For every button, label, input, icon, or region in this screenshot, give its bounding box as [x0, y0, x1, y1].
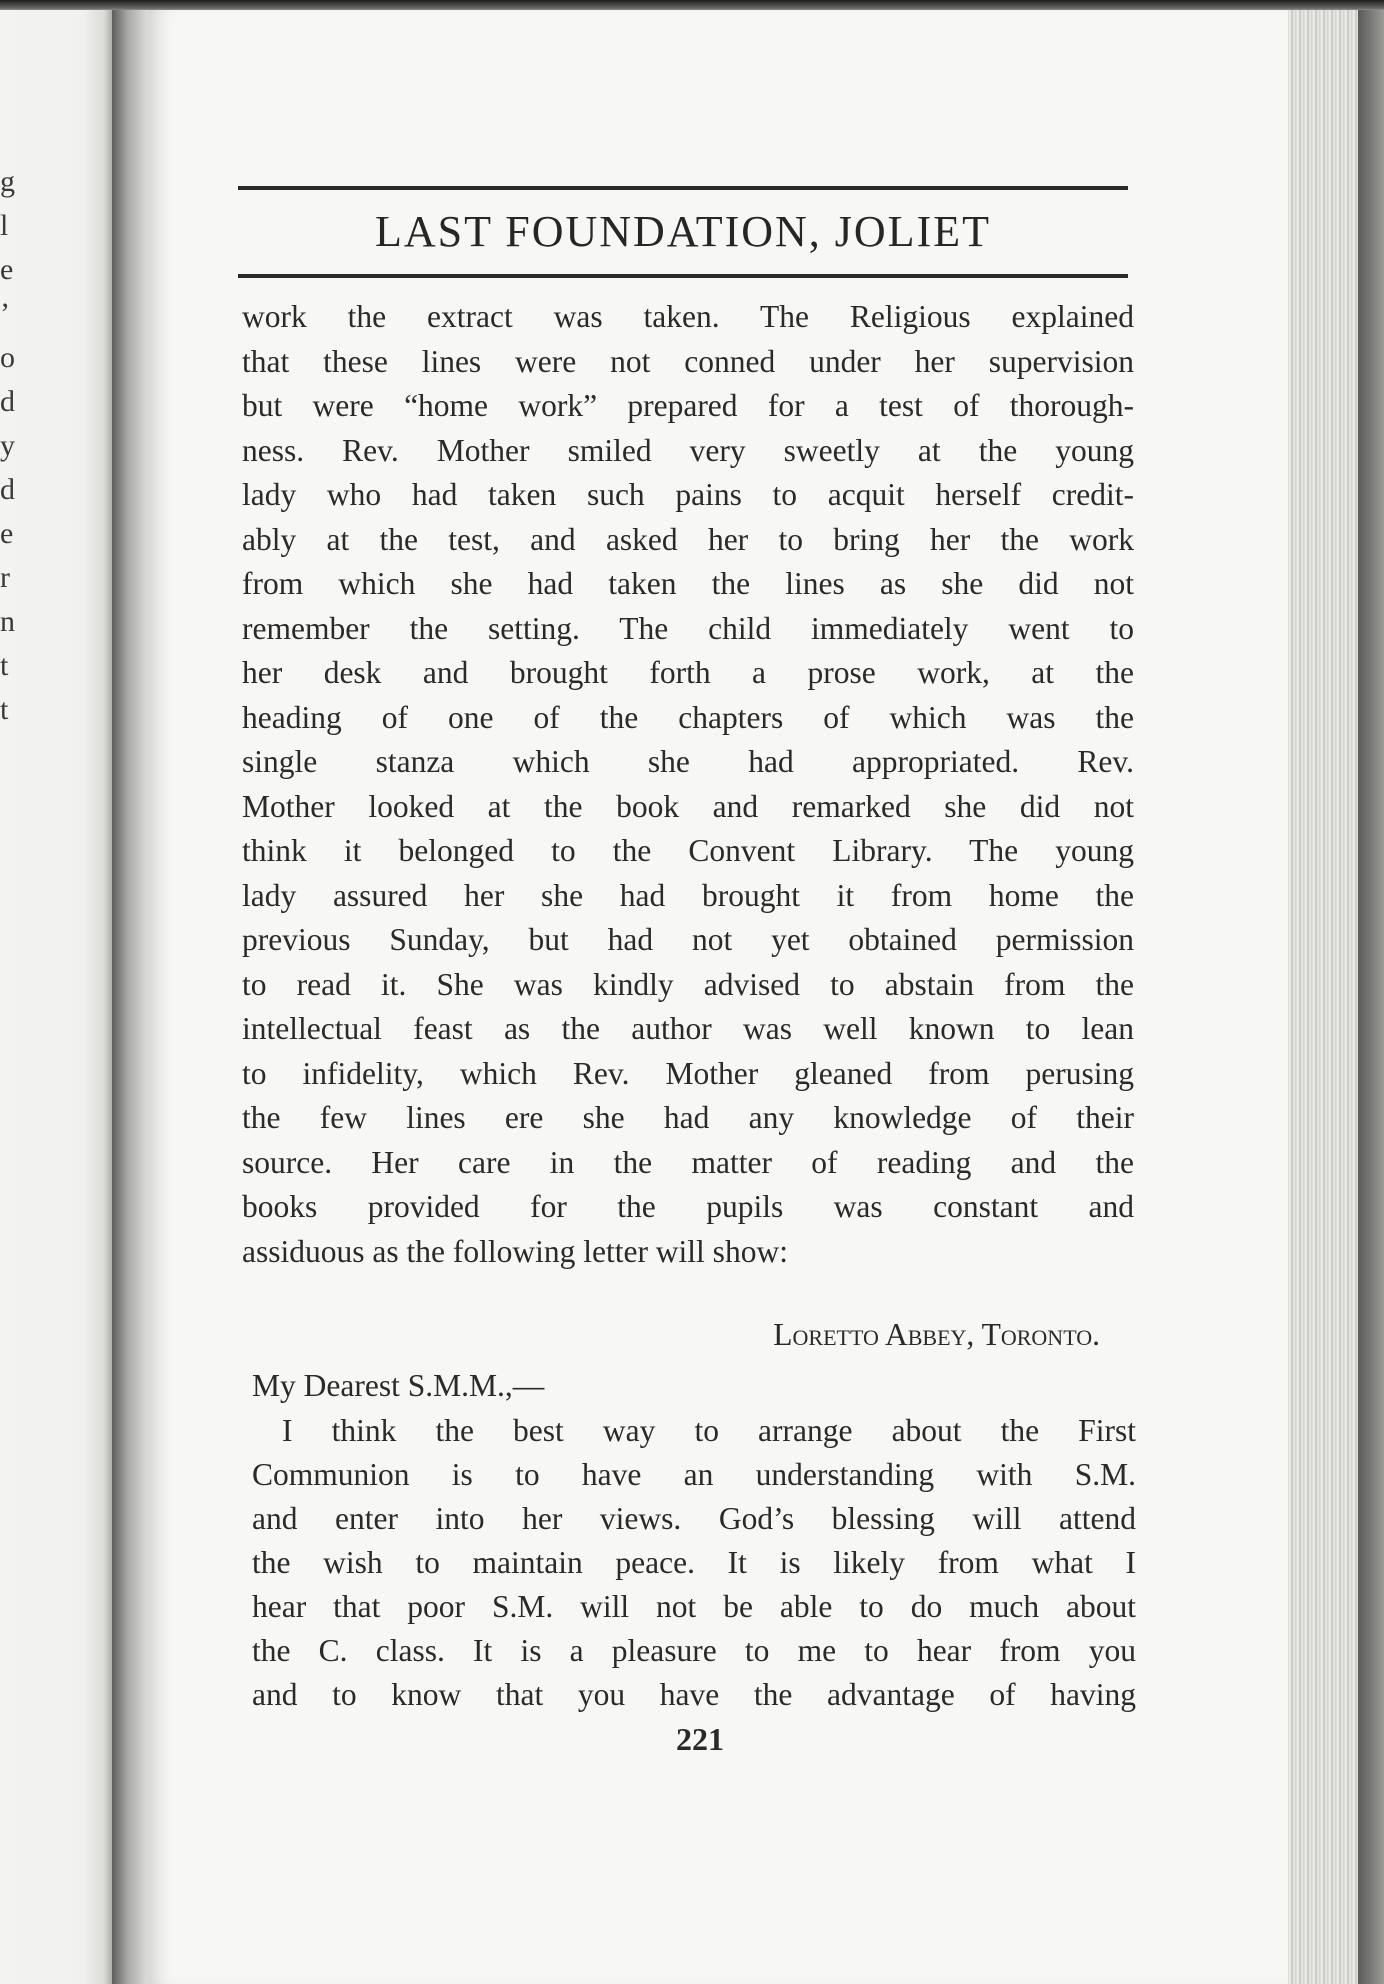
left-edge-char: d — [0, 473, 15, 506]
text-line: her desk and brought forth a prose work, at the — [242, 655, 1134, 690]
text-line: and to know that you have the advantage of having — [252, 1677, 1136, 1712]
left-edge-char: e — [0, 253, 14, 286]
text-line: ness. Rev. Mother smiled very sweetly at the young — [242, 432, 1134, 468]
text-line: think it belonged to the Convent Library. The young — [242, 833, 1134, 868]
header-rule-top — [238, 186, 1128, 190]
left-edge-char: d — [0, 385, 15, 418]
text-line: but were “home work” prepared for a test of thorough- — [242, 388, 1134, 423]
left-edge-char: l — [0, 209, 9, 242]
text-line: hear that poor S.M. will not be able to do much about — [252, 1589, 1136, 1624]
text-line: the wish to maintain peace. It is likely from what I — [252, 1545, 1136, 1580]
left-edge-char: n — [0, 605, 15, 638]
text-line: heading of one of the chapters of which was the — [242, 699, 1134, 735]
text-line: single stanza which she had appropriated. Rev. — [242, 744, 1134, 779]
left-edge-char: g — [0, 165, 15, 198]
left-edge-char: o — [0, 341, 15, 374]
text-line: work the extract was taken. The Religious explained — [242, 299, 1134, 334]
header-rule-bottom — [238, 274, 1128, 278]
text-line: Mother looked at the book and remarked she did not — [242, 788, 1134, 824]
text-line: lady assured her she had brought it from home the — [242, 877, 1134, 913]
text-line: lady who had taken such pains to acquit herself credit- — [242, 477, 1134, 512]
text-line: and enter into her views. God’s blessing will attend — [252, 1501, 1136, 1536]
text-line: ably at the test, and asked her to bring her the work — [242, 521, 1134, 557]
left-edge-char: ’ — [0, 297, 10, 330]
letter-text — [252, 1363, 1136, 1717]
text-line: remember the setting. The child immediately went to — [242, 610, 1134, 646]
text-line: I think the best way to arrange about the First — [282, 1413, 1136, 1448]
text-line: to read it. She was kindly advised to abstain from the — [242, 966, 1134, 1002]
left-page-cut-text — [0, 160, 24, 732]
left-edge-char: t — [0, 649, 9, 682]
text-line: that these lines were not conned under her supervision — [242, 343, 1134, 379]
letter-place-heading: Loretto Abbey, Toronto. — [773, 1317, 1100, 1352]
letter-salutation: My Dearest S.M.M.,— — [252, 1368, 545, 1403]
running-header — [238, 186, 1128, 278]
left-edge-char: y — [0, 429, 15, 462]
running-title: LAST FOUNDATION, JOLIET — [375, 207, 991, 256]
text-line: from which she had taken the lines as she did not — [242, 566, 1134, 601]
text-line: Communion is to have an understanding with S.M. — [252, 1457, 1136, 1492]
text-line: books provided for the pupils was constant and — [242, 1189, 1134, 1224]
text-line: the C. class. It is a pleasure to me to hear from you — [252, 1633, 1136, 1668]
text-line: assiduous as the following letter will show: — [242, 1233, 788, 1269]
body-paragraph — [242, 295, 1134, 1274]
text-line: source. Her care in the matter of reading and the — [242, 1144, 1134, 1180]
text-line: intellectual feast as the author was well known to lean — [242, 1011, 1134, 1046]
text-line: the few lines ere she had any knowledge of their — [242, 1100, 1134, 1135]
left-edge-char: t — [0, 693, 9, 726]
left-edge-char: e — [0, 517, 14, 550]
text-line: previous Sunday, but had not yet obtained permission — [242, 922, 1134, 957]
book-gutter — [112, 10, 152, 1984]
page-edges — [1288, 10, 1384, 1984]
left-page-sliver — [0, 10, 118, 1984]
left-edge-char: r — [0, 561, 10, 594]
text-line: to infidelity, which Rev. Mother gleaned from perusing — [242, 1055, 1134, 1091]
page-number: 221 — [676, 1721, 724, 1757]
